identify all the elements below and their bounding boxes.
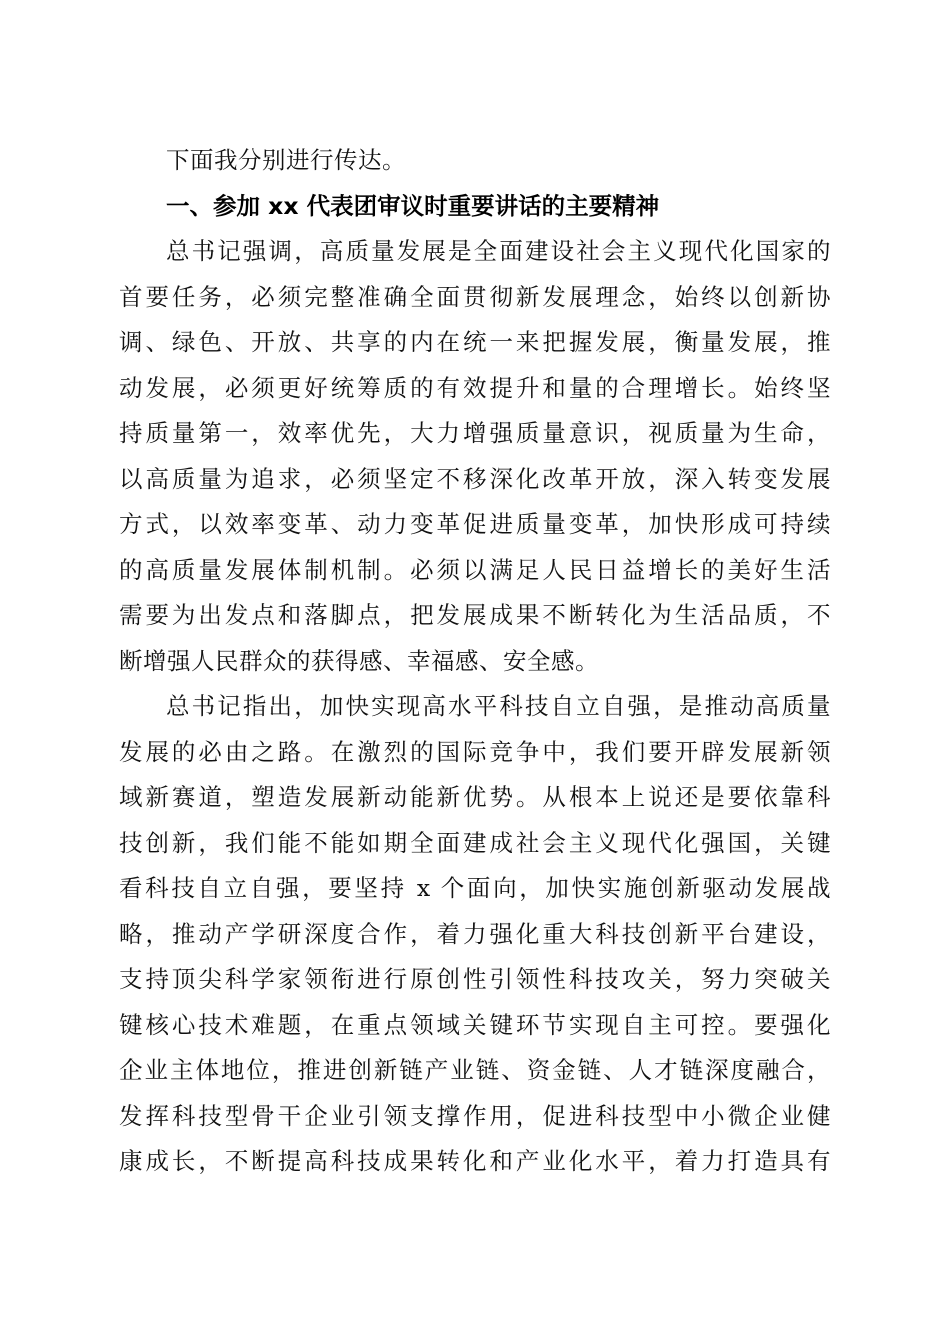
- paragraph-line: 的高质量发展体制机制。必须以满足人民日益增长的美好生活: [119, 555, 831, 584]
- paragraph-line: 断增强人民群众的获得感、幸福感、安全感。: [119, 646, 599, 675]
- paragraph-line: 略，推动产学研深度合作，着力强化重大科技创新平台建设，: [119, 919, 831, 948]
- paragraph-line: 康成长，不断提高科技成果转化和产业化水平，着力打造具有: [119, 1147, 831, 1175]
- paragraph-line: 方式，以效率变革、动力变革促进质量变革，加快形成可持续: [119, 510, 831, 538]
- paragraph-1: [119, 229, 831, 684]
- paragraph-line: 域新赛道，塑造发展新动能新优势。从根本上说还是要依靠科: [119, 783, 831, 811]
- intro-line: 下面我分别进行传达。: [166, 146, 406, 174]
- paragraph-line: 企业主体地位，推进创新链产业链、资金链、人才链深度融合，: [119, 1056, 831, 1084]
- paragraph-line: 需要为出发点和落脚点，把发展成果不断转化为生活品质，不: [119, 601, 831, 629]
- paragraph-line: 首要任务，必须完整准确全面贯彻新发展理念，始终以创新协: [119, 282, 831, 311]
- paragraph-line: 总书记强调，高质量发展是全面建设社会主义现代化国家的: [166, 237, 831, 265]
- document-body: [119, 138, 831, 1185]
- paragraph-line: 技创新，我们能不能如期全面建成社会主义现代化强国，关键: [119, 828, 831, 857]
- section-heading: 一、参加 xx 代表团审议时重要讲话的主要精神: [166, 191, 660, 220]
- paragraph-line: 动发展，必须更好统筹质的有效提升和量的合理增长。始终坚: [119, 373, 831, 402]
- paragraph-line: 看科技自立自强，要坚持 x 个面向，加快实施创新驱动发展战: [119, 874, 831, 902]
- paragraph-line: 调、绿色、开放、共享的内在统一来把握发展，衡量发展，推: [119, 328, 831, 356]
- paragraph-line: 支持顶尖科学家领衔进行原创性引领性科技攻关，努力突破关: [119, 965, 831, 993]
- paragraph-line: 键核心技术难题，在重点领域关键环节实现自主可控。要强化: [119, 1010, 831, 1039]
- paragraph-line: 持质量第一，效率优先，大力增强质量意识，视质量为生命，: [119, 419, 831, 447]
- paragraph-line: 总书记指出，加快实现高水平科技自立自强，是推动高质量: [166, 692, 831, 720]
- paragraph-line: 以高质量为追求，必须坚定不移深化改革开放，深入转变发展: [119, 464, 831, 493]
- paragraph-2: [119, 684, 831, 1185]
- paragraph-line: 发挥科技型骨干企业引领支撑作用，促进科技型中小微企业健: [119, 1101, 831, 1130]
- paragraph-line: 发展的必由之路。在激烈的国际竞争中，我们要开辟发展新领: [119, 737, 831, 766]
